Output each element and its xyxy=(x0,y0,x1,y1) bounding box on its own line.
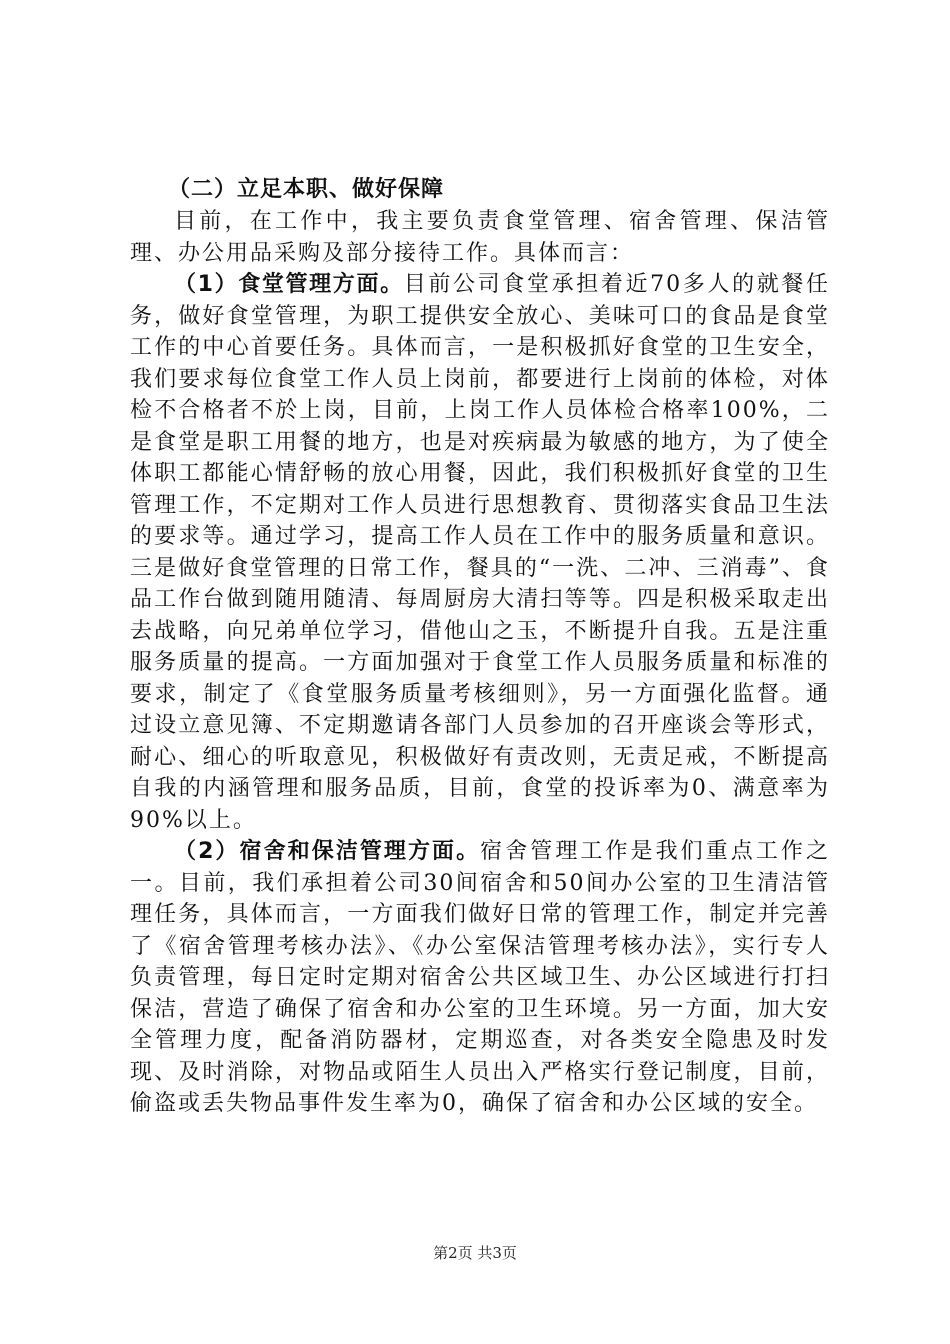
document-body xyxy=(130,174,830,1120)
canteen-lead: （1）食堂管理方面。 xyxy=(174,272,404,297)
dormitory-text: 宿舍管理工作是我们重点工作之一。目前，我们承担着公司30间宿舍和50间办公室的卫生清洁管理任务，具体而言，一方面我们做好日常的管理工作，制定并完善了《宿舍管理考核办法》、《办公室保洁管理考核办法》，实行专人负责管理，每日定时定期对宿舍公共区域卫生、办公区域进行打扫保洁，营造了确保了宿舍和办公室的卫生环境。另一方面，加大安全管理力度，配备消防器材，定期巡查，对各类安全隐患及时发现、及时消除，对物品或陌生人员出入严格实行登记制度，目前，偷盗或丢失物品事件发生率为0，确保了宿舍和办公区域的安全。 xyxy=(130,839,830,1116)
page-footer: 第2页 共3页 xyxy=(433,1244,517,1262)
section-heading: （二）立足本职、做好保障 xyxy=(168,177,445,202)
canteen-paragraph xyxy=(130,269,830,836)
canteen-text: 目前公司食堂承担着近70多人的就餐任务，做好食堂管理，为职工提供安全放心、美味可口的食品是食堂工作的中心首要任务。具体而言，一是积极抓好食堂的卫生安全，我们要求每位食堂工作人员上岗前，都要进行上岗前的体检，对体检不合格者不於上岗，目前，上岗工作人员体检合格率100%，二是食堂是职工用餐的地方，也是对疾病最为敏感的地方，为了使全体职工都能心情舒畅的放心用餐，因此，我们积极抓好食堂的卫生管理工作，不定期对工作人员进行思想教育、贯彻落实食品卫生法的要求等。通过学习，提高工作人员在工作中的服务质量和意识。三是做好食堂管理的日常工作，餐具的“一洗、二冲、三消毒”、食品工作台做到随用随清、每周厨房大清扫等等。四是积极采取走出去战略，向兄弟单位学习，借他山之玉，不断提升自我。五是注重服务质量的提高。一方面加强对于食堂工作人员服务质量和标准的要求，制定了《食堂服务质量考核细则》，另一方面强化监督。通过设立意见簿、不定期邀请各部门人员参加的召开座谈会等形式，耐心、细心的听取意见，积极做好有责改则，无责足戒，不断提高自我的内涵管理和服务品质，目前，食堂的投诉率为0、满意率为90%以上。 xyxy=(130,272,830,833)
intro-paragraph: 目前，在工作中，我主要负责食堂管理、宿舍管理、保洁管理、办公用品采购及部分接待工作。具体而言： xyxy=(130,209,830,266)
dormitory-lead: （2）宿舍和保洁管理方面。 xyxy=(174,839,481,864)
dormitory-paragraph xyxy=(130,836,830,1120)
